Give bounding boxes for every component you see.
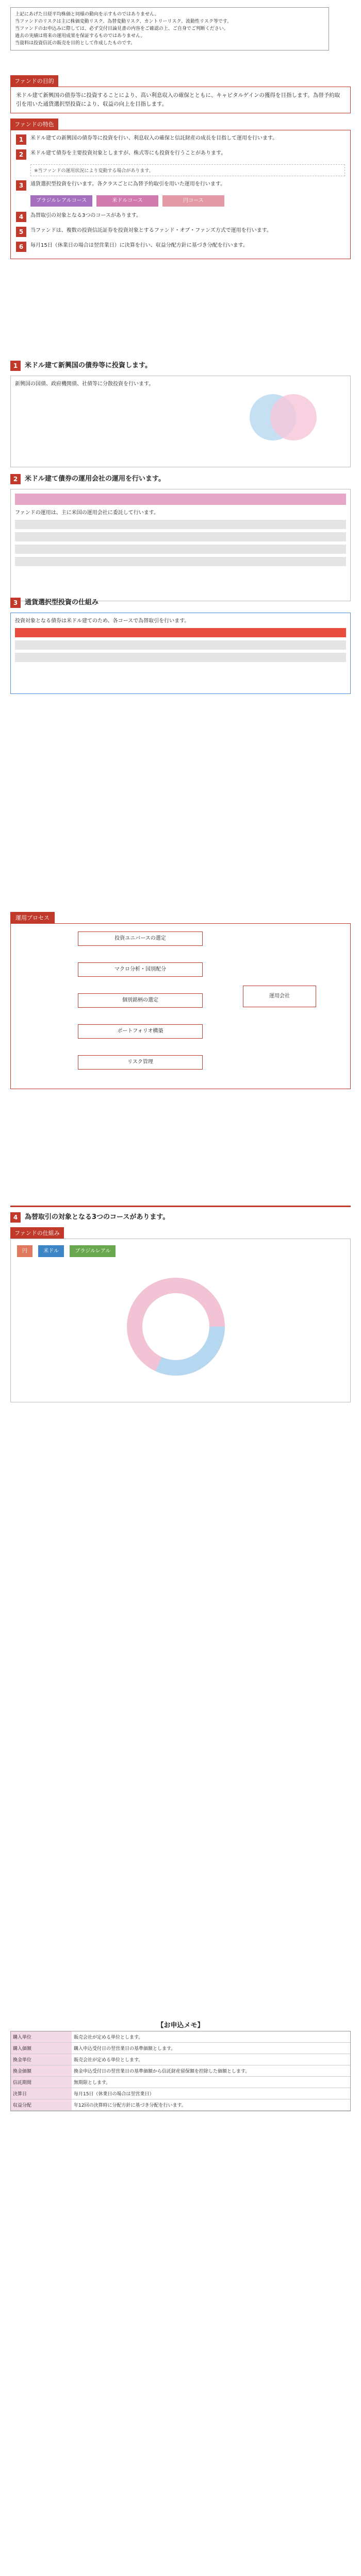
feature-item xyxy=(16,227,345,237)
detail-title: 通貨選択型投資の仕組み xyxy=(25,599,99,606)
spacer xyxy=(10,1402,351,2021)
detail-text: 新興国の国債、政府機関債、社債等に分散投資を行います。 xyxy=(15,381,154,387)
table-row xyxy=(11,2099,350,2111)
flow-step: マクロ分析・国別配分 xyxy=(78,962,203,977)
feature-number: 6 xyxy=(16,242,26,252)
table-row xyxy=(15,532,346,541)
course-tile: 円コース xyxy=(162,195,224,207)
table-row xyxy=(15,557,346,566)
detail-title: 米ドル建て債券の運用会社の運用を行います。 xyxy=(25,475,165,483)
detail-box xyxy=(10,376,351,467)
table-value: 毎月15日（休業日の場合は翌営業日） xyxy=(74,2092,154,2097)
feature-item xyxy=(16,242,345,252)
flow-step: 投資ユニバースの選定 xyxy=(78,931,203,946)
detail-number: 2 xyxy=(10,474,21,484)
table-row xyxy=(11,2077,350,2088)
flow-box xyxy=(10,923,351,1089)
note-line: 過去の実績は将来の運用成果を保証するものではありません。 xyxy=(15,33,145,39)
highlight-row xyxy=(15,628,346,637)
feature-number: 3 xyxy=(16,180,26,191)
table-key: 購入価額 xyxy=(11,2043,72,2054)
donut-diagram xyxy=(104,1275,248,1378)
detail-number: 3 xyxy=(10,598,21,608)
fund-purpose xyxy=(10,75,351,113)
flow-side-box: 運用会社 xyxy=(243,986,316,1007)
table-value: 換金申込受付日の翌営業日の基準価額から信託財産留保額を控除した価額とします。 xyxy=(74,2069,250,2074)
features-header: ファンドの特色 xyxy=(10,118,58,130)
table-title: 【お申込メモ】 xyxy=(157,2022,204,2029)
feature-number: 1 xyxy=(16,134,26,145)
legend-chip: 円 xyxy=(17,1245,32,1257)
venn-circle xyxy=(270,394,317,440)
flow-header: 運用プロセス xyxy=(10,912,55,923)
detail-section-1 xyxy=(10,361,351,467)
detail-heading xyxy=(10,598,351,608)
table-key: 換金単位 xyxy=(11,2054,72,2065)
detail-box xyxy=(10,613,351,694)
process-flow xyxy=(10,912,351,1089)
lower-section xyxy=(10,1206,351,2111)
course-tile: 米ドルコース xyxy=(96,195,158,207)
feature-text: 当ファンドは、複数の投資信託証券を投資対象とするファンド・オブ・ファンズ方式で運用を行います。 xyxy=(30,228,272,233)
legend-chip: 米ドル xyxy=(38,1245,64,1257)
table-row xyxy=(11,2065,350,2077)
detail-section-3 xyxy=(10,598,351,694)
table-key: 信託期間 xyxy=(11,2077,72,2088)
feature-note: ※当ファンドの運用状況により変動する場合があります。 xyxy=(30,164,345,176)
detail-section-2 xyxy=(10,474,351,601)
feature-item xyxy=(16,149,345,160)
feature-text: 通貨選択型投資を行います。各クラスごとに為替予約取引を用いた運用を行います。 xyxy=(30,181,226,187)
feature-text: 毎月15日（休業日の場合は翌営業日）に決算を行い、収益分配方針に基づき分配を行います。 xyxy=(30,243,248,248)
feature-item xyxy=(16,134,345,145)
legend-chip: ブラジルレアル xyxy=(70,1245,116,1257)
note-line: 当ファンドのお申込みに際しては、必ず交付目論見書の内容をご確認の上、ご自身でご判断ください。 xyxy=(15,26,228,31)
table-row xyxy=(15,653,346,662)
table-value: 販売会社が定める単位とします。 xyxy=(74,2035,143,2040)
table-value: 販売会社が定める単位とします。 xyxy=(74,2058,143,2063)
course-tile: ブラジルレアルコース xyxy=(30,195,92,207)
flow-step: 個別銘柄の選定 xyxy=(78,993,203,1008)
purpose-header: ファンドの目的 xyxy=(10,75,58,87)
course-header: ファンドの仕組み xyxy=(10,1227,64,1239)
features-list xyxy=(10,130,351,259)
table-row xyxy=(11,2054,350,2065)
table-header-band xyxy=(15,494,346,505)
feature-item xyxy=(16,180,345,191)
table-key: 換金価額 xyxy=(11,2065,72,2076)
divider xyxy=(10,1206,351,1207)
detail-heading xyxy=(10,361,351,371)
table-key: 収益分配 xyxy=(11,2099,72,2110)
detail-text: ファンドの運用は、主に米国の運用会社に委託して行います。 xyxy=(15,510,159,516)
notes-box xyxy=(10,7,329,50)
feature-text: 米ドル建ての新興国の債券等に投資を行い、利息収入の確保と信託財産の成長を目指して運用を行います。 xyxy=(30,135,278,141)
purpose-body: 米ドル建て新興国の債券等に投資することにより、高い利息収入の確保とともに、キャピタルゲインの獲得を目指します。為替予約取引を用いた通貨選択型投資により、収益の向上を目指します。 xyxy=(10,87,351,113)
fund-features xyxy=(10,118,351,259)
table-value: 購入申込受付日の翌営業日の基準価額とします。 xyxy=(74,2046,176,2052)
lower-title: 為替取引の対象となる3つのコースがあります。 xyxy=(25,1213,170,1221)
detail-number: 1 xyxy=(10,361,21,371)
note-line: 当ファンドのリスクは主に株価変動リスク、為替変動リスク、カントリーリスク、流動性リスク等です。 xyxy=(15,19,232,24)
venn-diagram xyxy=(237,386,330,448)
feature-item xyxy=(16,212,345,222)
memo-table xyxy=(10,2031,351,2111)
detail-text: 投資対象となる債券は米ドル建てのため、各コースで為替取引を行います。 xyxy=(15,618,190,624)
detail-heading xyxy=(10,474,351,484)
lower-heading xyxy=(10,1212,351,1223)
table-value: 年12回の決算時に分配方針に基づき分配を行います。 xyxy=(74,2103,186,2108)
table-row xyxy=(15,520,346,529)
feature-text: 為替取引の対象となる3つのコースがあります。 xyxy=(30,213,142,218)
feature-text: 米ドル建て債券を主要投資対象としますが、株式等にも投資を行うことがあります。 xyxy=(30,150,226,156)
detail-box xyxy=(10,489,351,601)
detail-title: 米ドル建て新興国の債券等に投資します。 xyxy=(25,362,152,369)
course-box xyxy=(10,1239,351,1402)
flow-step: リスク管理 xyxy=(78,1055,203,1070)
table-row xyxy=(11,2088,350,2099)
feature-number: 4 xyxy=(16,212,26,222)
table-row xyxy=(11,2043,350,2054)
lower-number: 4 xyxy=(10,1212,21,1223)
note-line: 上記にあげた日経平均株価と同様の動向を示すものではありません。 xyxy=(15,12,159,17)
flow-step: ポートフォリオ構築 xyxy=(78,1024,203,1039)
note-line: 当資料は投資信託の販売を目的として作成したものです。 xyxy=(15,41,136,46)
table-value: 無期限とします。 xyxy=(74,2080,111,2086)
table-row xyxy=(15,640,346,650)
course-tiles xyxy=(30,195,345,207)
table-key: 決算日 xyxy=(11,2088,72,2099)
table-key: 購入単位 xyxy=(11,2031,72,2042)
table-row xyxy=(15,545,346,554)
table-row xyxy=(11,2031,350,2043)
feature-number: 2 xyxy=(16,149,26,160)
feature-number: 5 xyxy=(16,227,26,237)
